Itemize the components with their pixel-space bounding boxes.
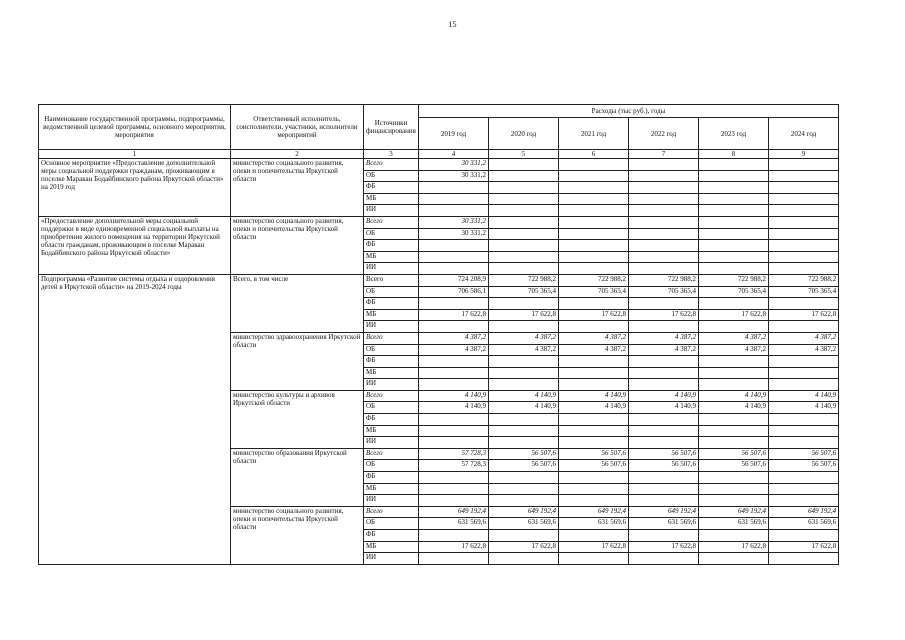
value-cell: [699, 205, 769, 217]
value-cell: 4 387,2: [769, 344, 839, 356]
value-cell: [769, 263, 839, 275]
value-cell: 30 331,2: [419, 159, 489, 171]
header-year: 2019 год: [419, 118, 489, 150]
source-cell: ИИ: [364, 553, 419, 565]
value-cell: [489, 356, 559, 368]
value-cell: [559, 228, 629, 240]
value-cell: [559, 298, 629, 310]
value-cell: 4 387,2: [559, 332, 629, 344]
value-cell: 722 988,2: [559, 274, 629, 286]
value-cell: [629, 425, 699, 437]
value-cell: 56 507,6: [489, 448, 559, 460]
value-cell: [699, 472, 769, 484]
source-cell: Всего: [364, 506, 419, 518]
value-cell: [419, 298, 489, 310]
value-cell: [489, 483, 559, 495]
value-cell: [489, 425, 559, 437]
value-cell: [699, 437, 769, 449]
value-cell: [629, 483, 699, 495]
value-cell: [419, 240, 489, 252]
value-cell: 631 569,6: [699, 518, 769, 530]
value-cell: [699, 379, 769, 391]
value-cell: 649 192,4: [699, 506, 769, 518]
value-cell: 56 507,6: [629, 460, 699, 472]
value-cell: [699, 228, 769, 240]
header-year: 2020 год: [489, 118, 559, 150]
column-index: 8: [699, 150, 769, 159]
source-cell: МБ: [364, 251, 419, 263]
value-cell: [629, 170, 699, 182]
value-cell: 631 569,6: [489, 518, 559, 530]
value-cell: [629, 437, 699, 449]
value-cell: [769, 205, 839, 217]
value-cell: 724 208,9: [419, 274, 489, 286]
value-cell: 30 331,2: [419, 170, 489, 182]
value-cell: 722 988,2: [769, 274, 839, 286]
value-cell: 4 387,2: [489, 332, 559, 344]
value-cell: [489, 263, 559, 275]
value-cell: 17 622,8: [699, 309, 769, 321]
responsible-cell: министерство культуры и архивов Иркутской области: [231, 390, 364, 448]
value-cell: [769, 228, 839, 240]
value-cell: [489, 495, 559, 507]
responsible-cell: министерство образования Иркутской области: [231, 448, 364, 506]
value-cell: 722 988,2: [489, 274, 559, 286]
source-cell: ОБ: [364, 286, 419, 298]
value-cell: 17 622,8: [489, 541, 559, 553]
value-cell: [699, 530, 769, 542]
value-cell: [559, 483, 629, 495]
value-cell: [419, 472, 489, 484]
source-cell: МБ: [364, 483, 419, 495]
source-cell: Всего: [364, 332, 419, 344]
value-cell: 631 569,6: [559, 518, 629, 530]
value-cell: [699, 414, 769, 426]
value-cell: 649 192,4: [489, 506, 559, 518]
value-cell: [559, 379, 629, 391]
value-cell: [629, 182, 699, 194]
value-cell: [419, 205, 489, 217]
value-cell: 4 387,2: [559, 344, 629, 356]
value-cell: [769, 367, 839, 379]
activity-name-cell: «Предоставление дополнительной меры социальной поддержки в виде единовременной социальной выплаты на приобретение жилого помещения на территории Иркутской области гражданам, проживающим в поселке Маракан Бодайбинского района Иркутской области»: [39, 216, 231, 274]
column-index: 1: [39, 150, 231, 159]
source-cell: ИИ: [364, 321, 419, 333]
value-cell: [559, 553, 629, 565]
value-cell: 17 622,8: [699, 541, 769, 553]
source-cell: ОБ: [364, 518, 419, 530]
value-cell: 4 140,9: [699, 402, 769, 414]
value-cell: [489, 530, 559, 542]
header-name: Наименование государственной программы, подпрограммы, ведомственной целевой программы, основного мероприятия, мероприятия: [39, 105, 231, 150]
value-cell: [419, 530, 489, 542]
value-cell: 631 569,6: [419, 518, 489, 530]
value-cell: [629, 193, 699, 205]
value-cell: 30 331,2: [419, 216, 489, 228]
value-cell: [489, 437, 559, 449]
value-cell: [419, 553, 489, 565]
value-cell: [419, 437, 489, 449]
value-cell: [769, 553, 839, 565]
value-cell: [489, 414, 559, 426]
column-index: 5: [489, 150, 559, 159]
value-cell: [629, 251, 699, 263]
value-cell: 631 569,6: [769, 518, 839, 530]
value-cell: [419, 356, 489, 368]
value-cell: [629, 472, 699, 484]
value-cell: [489, 379, 559, 391]
value-cell: 649 192,4: [629, 506, 699, 518]
value-cell: 17 622,8: [629, 309, 699, 321]
value-cell: [629, 321, 699, 333]
source-cell: ИИ: [364, 263, 419, 275]
value-cell: [559, 251, 629, 263]
value-cell: 649 192,4: [419, 506, 489, 518]
value-cell: [559, 530, 629, 542]
value-cell: [559, 495, 629, 507]
value-cell: [559, 170, 629, 182]
value-cell: [699, 367, 769, 379]
value-cell: [629, 414, 699, 426]
value-cell: [699, 170, 769, 182]
value-cell: 705 365,4: [559, 286, 629, 298]
value-cell: 4 387,2: [629, 332, 699, 344]
value-cell: [629, 240, 699, 252]
header-source: Источники финансирования: [364, 105, 419, 150]
value-cell: [489, 321, 559, 333]
header-year: 2022 год: [629, 118, 699, 150]
value-cell: [559, 240, 629, 252]
value-cell: [769, 240, 839, 252]
value-cell: [559, 216, 629, 228]
source-cell: ФБ: [364, 472, 419, 484]
value-cell: 17 622,8: [419, 309, 489, 321]
value-cell: [769, 472, 839, 484]
value-cell: [769, 159, 839, 171]
value-cell: 56 507,6: [629, 448, 699, 460]
value-cell: [629, 228, 699, 240]
value-cell: [559, 472, 629, 484]
source-cell: ОБ: [364, 344, 419, 356]
value-cell: [559, 425, 629, 437]
value-cell: [559, 182, 629, 194]
value-cell: [769, 437, 839, 449]
value-cell: [699, 483, 769, 495]
source-cell: ФБ: [364, 240, 419, 252]
page-number: 15: [448, 20, 457, 29]
value-cell: 4 140,9: [629, 402, 699, 414]
value-cell: [419, 193, 489, 205]
value-cell: [699, 553, 769, 565]
value-cell: 30 331,2: [419, 228, 489, 240]
value-cell: [629, 356, 699, 368]
value-cell: [769, 182, 839, 194]
value-cell: 705 365,4: [769, 286, 839, 298]
column-index: 2: [231, 150, 364, 159]
source-cell: ОБ: [364, 402, 419, 414]
value-cell: [489, 170, 559, 182]
source-cell: МБ: [364, 367, 419, 379]
value-cell: [769, 530, 839, 542]
value-cell: 4 140,9: [419, 390, 489, 402]
value-cell: 17 622,8: [769, 309, 839, 321]
column-index: 6: [559, 150, 629, 159]
responsible-cell: министерство социального развития, опеки и попечительства Иркутской области: [231, 159, 364, 217]
value-cell: 4 140,9: [699, 390, 769, 402]
value-cell: 17 622,8: [559, 309, 629, 321]
value-cell: 4 140,9: [489, 390, 559, 402]
value-cell: [629, 298, 699, 310]
value-cell: 4 140,9: [769, 402, 839, 414]
value-cell: 17 622,8: [559, 541, 629, 553]
value-cell: 705 365,4: [629, 286, 699, 298]
value-cell: [769, 483, 839, 495]
value-cell: 705 365,4: [699, 286, 769, 298]
value-cell: 4 387,2: [629, 344, 699, 356]
source-cell: Всего: [364, 216, 419, 228]
value-cell: [559, 205, 629, 217]
source-cell: Всего: [364, 448, 419, 460]
value-cell: 4 387,2: [489, 344, 559, 356]
responsible-cell: министерство здравоохранения Иркутской области: [231, 332, 364, 390]
value-cell: [699, 251, 769, 263]
value-cell: 649 192,4: [559, 506, 629, 518]
value-cell: [489, 240, 559, 252]
value-cell: [629, 216, 699, 228]
responsible-cell: Всего, в том числе: [231, 274, 364, 332]
value-cell: 4 140,9: [769, 390, 839, 402]
value-cell: [629, 205, 699, 217]
value-cell: [629, 379, 699, 391]
value-cell: [699, 263, 769, 275]
value-cell: [769, 216, 839, 228]
value-cell: [559, 263, 629, 275]
value-cell: [699, 356, 769, 368]
source-cell: Всего: [364, 159, 419, 171]
value-cell: [699, 321, 769, 333]
responsible-cell: министерство социального развития, опеки и попечительства Иркутской области: [231, 216, 364, 274]
value-cell: [699, 182, 769, 194]
value-cell: [489, 251, 559, 263]
value-cell: [559, 356, 629, 368]
value-cell: [419, 379, 489, 391]
value-cell: 4 140,9: [559, 402, 629, 414]
value-cell: 56 507,6: [489, 460, 559, 472]
source-cell: ФБ: [364, 356, 419, 368]
value-cell: 17 622,8: [489, 309, 559, 321]
value-cell: 56 507,6: [769, 448, 839, 460]
value-cell: [489, 298, 559, 310]
column-index: 7: [629, 150, 699, 159]
table-body: [39, 159, 839, 565]
value-cell: [769, 356, 839, 368]
value-cell: [699, 425, 769, 437]
source-cell: ОБ: [364, 460, 419, 472]
column-index: 4: [419, 150, 489, 159]
value-cell: [769, 379, 839, 391]
value-cell: 722 988,2: [699, 274, 769, 286]
value-cell: 57 728,3: [419, 460, 489, 472]
value-cell: [699, 216, 769, 228]
value-cell: 17 622,8: [419, 541, 489, 553]
value-cell: [419, 483, 489, 495]
value-cell: [629, 495, 699, 507]
value-cell: 17 622,8: [769, 541, 839, 553]
value-cell: [559, 193, 629, 205]
table-row: [39, 274, 839, 286]
value-cell: 56 507,6: [699, 460, 769, 472]
responsible-cell: министерство социального развития, опеки и попечительства Иркутской области: [231, 506, 364, 564]
value-cell: [629, 263, 699, 275]
value-cell: [769, 298, 839, 310]
value-cell: [769, 414, 839, 426]
value-cell: [559, 437, 629, 449]
value-cell: 17 622,8: [629, 541, 699, 553]
value-cell: [489, 193, 559, 205]
value-cell: [769, 193, 839, 205]
value-cell: [489, 205, 559, 217]
column-index: 3: [364, 150, 419, 159]
value-cell: [419, 321, 489, 333]
source-cell: ОБ: [364, 170, 419, 182]
source-cell: ОБ: [364, 228, 419, 240]
column-index-row: [39, 150, 839, 159]
value-cell: 4 387,2: [769, 332, 839, 344]
activity-name-cell: Подпрограмма «Развитие системы отдыха и оздоровления детей в Иркутской области» на 2019-2024 годы: [39, 274, 231, 564]
source-cell: ФБ: [364, 414, 419, 426]
value-cell: 4 140,9: [419, 402, 489, 414]
header-year: 2024 год: [769, 118, 839, 150]
value-cell: [699, 159, 769, 171]
value-cell: [489, 159, 559, 171]
value-cell: [489, 216, 559, 228]
value-cell: 57 728,3: [419, 448, 489, 460]
table-row: [39, 159, 839, 171]
value-cell: [559, 159, 629, 171]
value-cell: [629, 553, 699, 565]
source-cell: ИИ: [364, 205, 419, 217]
value-cell: 4 140,9: [559, 390, 629, 402]
header-expenses: Расходы (тыс руб.), годы: [419, 105, 839, 118]
value-cell: 4 387,2: [699, 344, 769, 356]
source-cell: МБ: [364, 425, 419, 437]
source-cell: МБ: [364, 309, 419, 321]
value-cell: [489, 228, 559, 240]
source-cell: ФБ: [364, 182, 419, 194]
value-cell: [559, 414, 629, 426]
value-cell: 4 387,2: [419, 344, 489, 356]
value-cell: [699, 298, 769, 310]
value-cell: [769, 321, 839, 333]
value-cell: 631 569,6: [629, 518, 699, 530]
value-cell: 56 507,6: [559, 448, 629, 460]
value-cell: [419, 182, 489, 194]
source-cell: МБ: [364, 193, 419, 205]
value-cell: 4 140,9: [629, 390, 699, 402]
source-cell: ИИ: [364, 495, 419, 507]
value-cell: [629, 367, 699, 379]
source-cell: ИИ: [364, 379, 419, 391]
value-cell: 4 387,2: [419, 332, 489, 344]
activity-name-cell: Основное мероприятие «Предоставление дополнительной меры социальной поддержки гражданам, проживающим в поселке Маракан Бодайбинского района Иркутской области» на 2019 год: [39, 159, 231, 217]
table-row: [39, 216, 839, 228]
source-cell: Всего: [364, 390, 419, 402]
source-cell: ИИ: [364, 437, 419, 449]
value-cell: [419, 425, 489, 437]
value-cell: [559, 367, 629, 379]
value-cell: 4 140,9: [489, 402, 559, 414]
value-cell: [699, 193, 769, 205]
value-cell: [769, 495, 839, 507]
value-cell: [419, 263, 489, 275]
value-cell: 56 507,6: [699, 448, 769, 460]
column-index: 9: [769, 150, 839, 159]
value-cell: 56 507,6: [559, 460, 629, 472]
source-cell: ФБ: [364, 298, 419, 310]
value-cell: [419, 495, 489, 507]
value-cell: [769, 251, 839, 263]
header-year: 2021 год: [559, 118, 629, 150]
value-cell: [489, 182, 559, 194]
value-cell: 705 365,4: [489, 286, 559, 298]
value-cell: [699, 495, 769, 507]
value-cell: 722 988,2: [629, 274, 699, 286]
value-cell: [769, 170, 839, 182]
value-cell: [629, 159, 699, 171]
value-cell: [769, 425, 839, 437]
value-cell: [559, 321, 629, 333]
value-cell: [419, 367, 489, 379]
source-cell: ФБ: [364, 530, 419, 542]
header-year: 2023 год: [699, 118, 769, 150]
value-cell: 4 387,2: [699, 332, 769, 344]
value-cell: 649 192,4: [769, 506, 839, 518]
source-cell: МБ: [364, 541, 419, 553]
value-cell: 706 586,1: [419, 286, 489, 298]
value-cell: [489, 367, 559, 379]
source-cell: Всего: [364, 274, 419, 286]
value-cell: [699, 240, 769, 252]
budget-table: [38, 104, 839, 565]
value-cell: [419, 414, 489, 426]
value-cell: 56 507,6: [769, 460, 839, 472]
value-cell: [419, 251, 489, 263]
header-responsible: Ответственный исполнитель, соисполнители, участники, исполнители мероприятий: [231, 105, 364, 150]
value-cell: [489, 472, 559, 484]
value-cell: [489, 553, 559, 565]
value-cell: [629, 530, 699, 542]
